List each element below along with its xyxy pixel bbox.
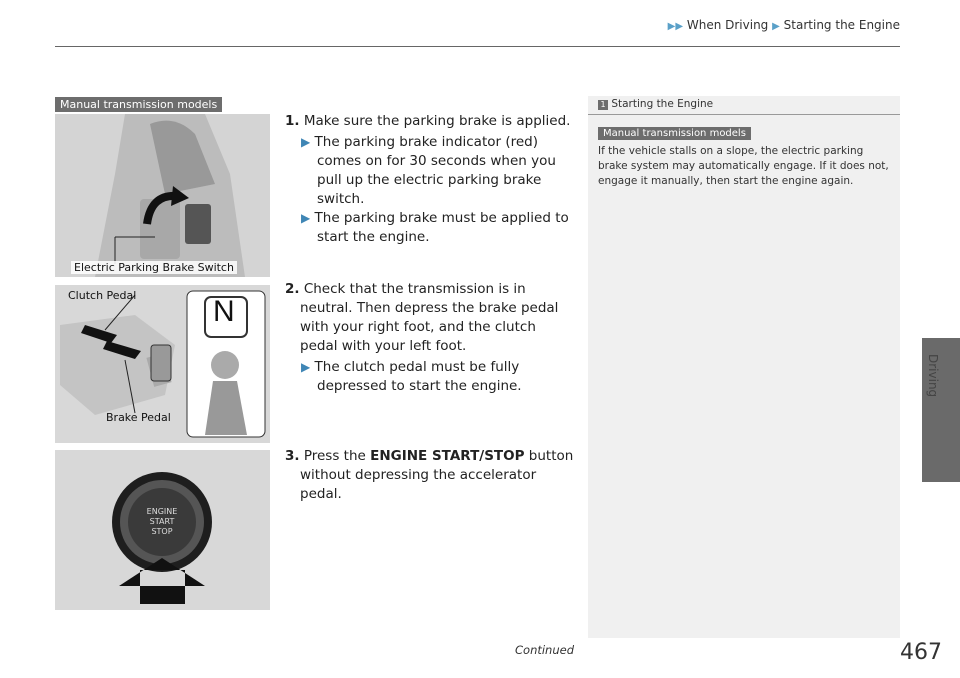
start-button-text: ENGINE START STOP <box>146 507 178 536</box>
note-title: 1 Starting the Engine <box>598 98 890 110</box>
models-badge: Manual transmission models <box>55 93 222 112</box>
arrow-icon: ▶ <box>772 21 780 32</box>
clutch-pedal-label: Clutch Pedal <box>68 289 137 302</box>
parking-brake-caption: Electric Parking Brake Switch <box>71 261 237 274</box>
start-button-figure <box>55 450 270 610</box>
arrow-icon: ▶▶ <box>667 21 684 32</box>
header-subsection: Starting the Engine <box>783 18 900 32</box>
running-header <box>500 18 900 32</box>
brake-pedal-label: Brake Pedal <box>106 411 171 424</box>
note-rule <box>588 114 900 115</box>
continued-label: Continued <box>515 643 575 657</box>
step-3: 3. Press the ENGINE START/STOP button without depressing the accelerator pedal. <box>285 448 574 502</box>
note-panel <box>588 96 900 638</box>
neutral-letter: N <box>213 295 235 328</box>
sub-arrow-icon: ▶ <box>301 135 311 149</box>
pedal-figure <box>55 285 270 443</box>
sub-arrow-icon: ▶ <box>301 360 311 374</box>
note-text: If the vehicle stalls on a slope, the electric parking brake system may automatically engage. If it does not, engage it manually, then start the engine again. <box>598 145 889 187</box>
step-2: 2. Check that the transmission is in neutral. Then depress the brake pedal with your right foot, and the clutch pedal with your left foot. ▶ The clutch pedal must be fully depressed to start the engine. <box>285 281 559 394</box>
note-badge: Manual transmission models <box>598 127 751 140</box>
page-number: 467 <box>900 640 942 665</box>
parking-brake-illustration <box>55 114 270 277</box>
sub-arrow-icon: ▶ <box>301 211 311 225</box>
note-marker-icon: 1 <box>598 100 608 110</box>
header-section: When Driving <box>686 18 769 32</box>
parking-brake-figure <box>55 114 270 277</box>
step-1: 1. Make sure the parking brake is applied. ▶ The parking brake indicator (red) comes on for 30 seconds when you pull up the electric parking brake switch. ▶ The parking brake must be applied to start the engine. <box>285 113 571 245</box>
header-rule <box>55 46 900 47</box>
chapter-label: Driving <box>926 354 940 398</box>
